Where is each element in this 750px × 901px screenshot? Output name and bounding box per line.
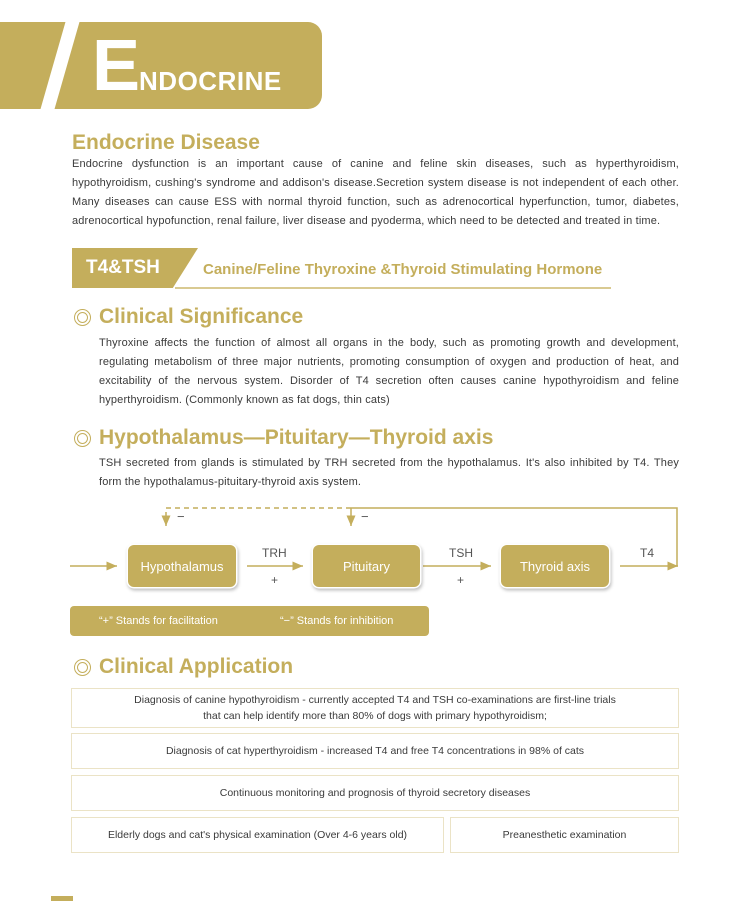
product-tag-underline [175,287,611,289]
application-item-monitoring: Continuous monitoring and prognosis of thyroid secretory diseases [71,775,679,811]
endocrine-disease-heading: Endocrine Disease [72,131,260,154]
legend-facilitation: “+” Stands for facilitation [99,615,218,627]
product-tag-subtitle: Canine/Feline Thyroxine &Thyroid Stimulating Hormone [203,261,603,278]
application-item-canine-hypothyroidism [71,688,679,728]
edge-label-t4: T4 [640,546,655,560]
legend-inhibition: “−” Stands for inhibition [280,615,394,627]
node-hypothalamus: Hypothalamus [128,545,236,587]
feedback-sign-pituitary: − [361,509,369,524]
bullseye-icon [74,309,91,326]
product-tag-label: T4&TSH [86,257,160,278]
edge-label-trh: TRH [262,546,287,560]
banner-title [92,26,282,106]
edge-label-tsh: TSH [449,546,473,560]
application-item-preanesthetic: Preanesthetic examination [450,817,679,853]
axis-heading: Hypothalamus—Pituitary—Thyroid axis [99,426,494,449]
node-pituitary: Pituitary [313,545,420,587]
clinical-significance-body: Thyroxine affects the function of almost all organs in the body, such as promoting growth and development, regulating metabolism of three major nutrients, promoting consumption of oxygen and production of heat, and excitability of the nervous system. Disorder of T4 secretion often causes canine hypothyroidism and feline hyperthyroidism. (Commonly known as fat dogs, thin cats) [99,337,679,406]
hpt-axis-diagram [0,500,750,600]
application-item-cat-hyperthyroidism: Diagnosis of cat hyperthyroidism - increased T4 and free T4 concentrations in 98% of cats [71,733,679,769]
diagram-legend [70,606,429,636]
feedback-sign-hypothalamus: − [177,509,185,524]
banner-title-initial: E [92,26,140,106]
endocrine-disease-body: Endocrine dysfunction is an important cause of canine and feline skin diseases, such as hyperthyroidism, hypothyroidism, cushing's syndrome and addison's disease.Secretion system disease is not independent of each other. Many diseases can cause ESS with normal thyroid function, such as adrenocortical hyperfunction, tumor, diabetes, adrenocortical hypofunction, renal failure, liver disease and pyoderma, which need to be detected and treated in time. [72,158,679,227]
clinical-significance-header [74,305,303,329]
application-item-line: Diagnosis of canine hypothyroidism - currently accepted T4 and TSH co-examinations are first-line trials [134,694,616,706]
clinical-application-header [74,655,293,679]
edge-sign-trh: + [271,573,279,587]
clinical-application-heading: Clinical Application [99,655,294,678]
bullseye-icon [74,659,91,676]
bullseye-icon [74,430,91,447]
application-item-line: that can help identify more than 80% of dogs with primary hypothyroidism; [203,710,547,722]
axis-header [74,426,493,450]
axis-body: TSH secreted from glands is stimulated by TRH secreted from the hypothalamus. It's also inhibited by T4. They form the hypothalamus-pituitary-thyroid axis system. [99,457,679,488]
node-thyroid-axis: Thyroid axis [501,545,609,587]
clinical-significance-heading: Clinical Significance [99,305,304,328]
banner-title-rest: NDOCRINE [139,66,282,96]
application-item-elderly-exam: Elderly dogs and cat's physical examination (Over 4-6 years old) [71,817,444,853]
edge-sign-tsh: + [457,573,465,587]
footer-accent-mark [51,896,73,901]
